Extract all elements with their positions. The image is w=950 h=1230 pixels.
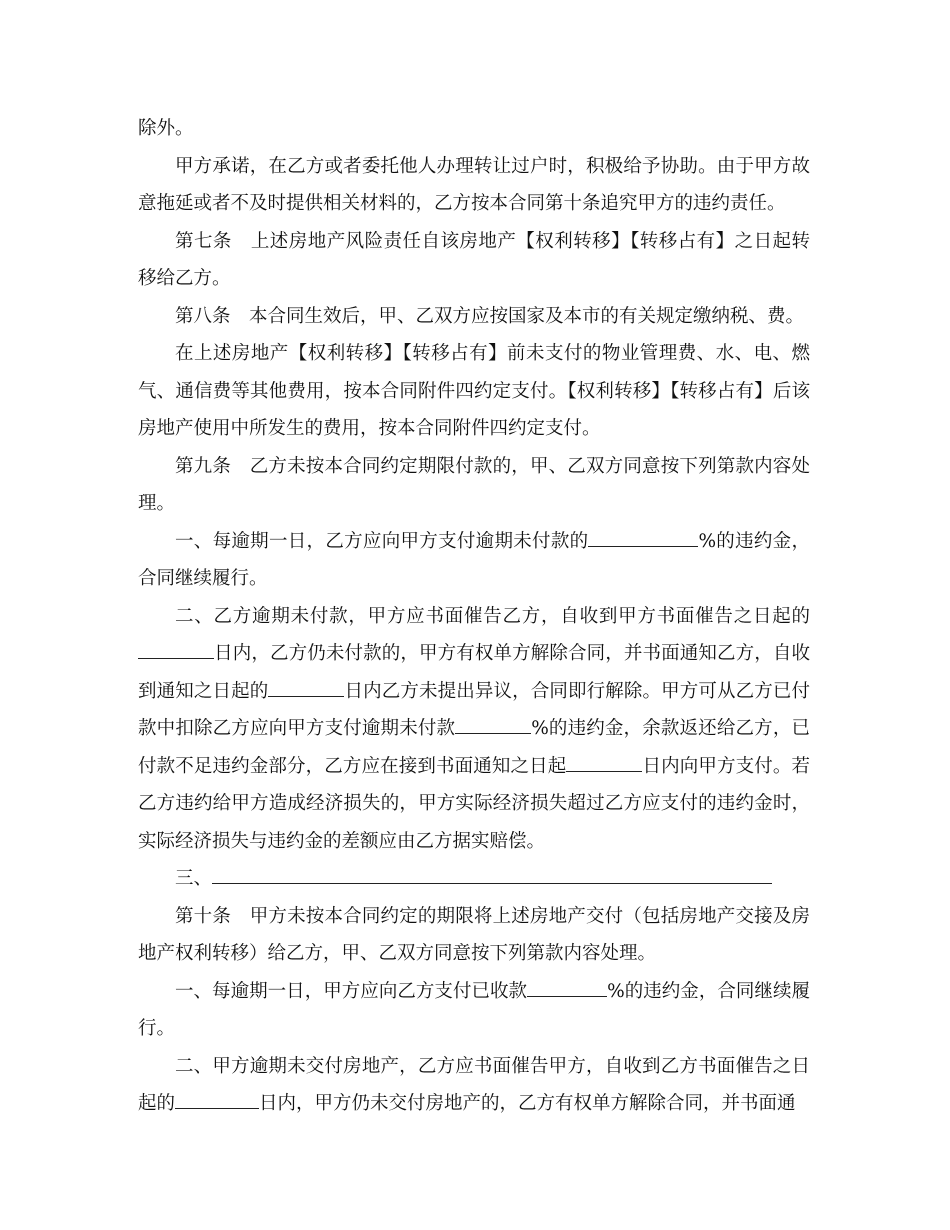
fill-blank[interactable] <box>212 865 772 884</box>
clause-9-item-1 <box>138 523 810 598</box>
paragraph-party-a-promise <box>138 148 810 223</box>
paragraph-text: 一、每逾期一日，甲方应向乙方支付已收款 <box>175 980 528 1002</box>
paragraph-text: 第十条 甲方未按本合同约定的期限将上述房地产交付（包括房地产交接及房地产权利转移）给乙方，甲、乙双方同意按下列第款内容处理。 <box>138 905 810 964</box>
fill-blank[interactable] <box>175 1090 259 1109</box>
paragraph-text: 三、 <box>175 868 213 889</box>
paragraph-text: %的违约金，合同继续履行。 <box>138 980 810 1039</box>
clause-9 <box>138 448 810 523</box>
paragraph-text: %的违约金，余款返还给乙方，已付款不足违约金部分，乙方应在接到书面通知之日起 <box>138 718 810 777</box>
fill-blank[interactable] <box>455 715 531 734</box>
fill-blank[interactable] <box>588 528 698 547</box>
clause-10 <box>138 898 810 973</box>
paragraph-text: 甲方承诺，在乙方或者委托他人办理转让过户时，积极给予协助。由于甲方故意拖延或者不及时提供相关材料的，乙方按本合同第十条追究甲方的违约责任。 <box>138 155 810 214</box>
paragraph-text: 日内，乙方仍未付款的，甲方有权单方解除合同，并书面通知乙方，自收到通知之日起的 <box>138 643 810 702</box>
paragraph-text: 日内乙方未提出异议，合同即行解除。甲方可从乙方已付款中扣除乙方应向甲方支付逾期未付款 <box>138 680 810 739</box>
clause-8 <box>138 298 810 336</box>
paragraph-text: 在上述房地产【权利转移】【转移占有】前未支付的物业管理费、水、电、燃气、通信费等其他费用，按本合同附件四约定支付。【权利转移】【转移占有】后该房地产使用中所发生的费用，按本合同附件四约定支付。 <box>138 343 810 439</box>
fill-blank[interactable] <box>527 978 607 997</box>
clause-7 <box>138 223 810 298</box>
paragraph-text: 日内，甲方仍未交付房地产的，乙方有权单方解除合同，并书面通 <box>259 1093 796 1114</box>
clause-9-item-3 <box>138 860 810 898</box>
paragraph-text: 第八条 本合同生效后，甲、乙双方应按国家及本市的有关规定缴纳税、费。 <box>175 305 805 327</box>
clause-10-item-1 <box>138 973 810 1048</box>
paragraph-text: 第七条 上述房地产风险责任自该房地产【权利转移】【转移占有】之日起转移给乙方。 <box>138 230 810 289</box>
paragraph-text: 第九条 乙方未按本合同约定期限付款的，甲、乙双方同意按下列第款内容处理。 <box>138 455 810 514</box>
paragraph-text: 二、乙方逾期未付款，甲方应书面催告乙方，自收到甲方书面催告之日起的 <box>175 605 810 627</box>
paragraph-text: %的违约金，合同继续履行。 <box>138 530 810 589</box>
fill-blank[interactable] <box>566 753 642 772</box>
paragraph-text: 日内向甲方支付。若乙方违约给甲方造成经济损失的，甲方实际经济损失超过乙方应支付的违约金时，实际经济损失与违约金的差额应由乙方据实赔偿。 <box>138 755 810 852</box>
document-body <box>138 110 810 1123</box>
clause-10-item-2 <box>138 1048 810 1123</box>
paragraph-text: 一、每逾期一日，乙方应向甲方支付逾期未付款的 <box>175 530 589 552</box>
paragraph-text: 除外。 <box>138 118 194 139</box>
clause-9-item-2 <box>138 598 810 861</box>
paragraph-fees <box>138 335 810 448</box>
fill-blank[interactable] <box>268 678 344 697</box>
paragraph-exception <box>138 110 810 148</box>
fill-blank[interactable] <box>138 640 214 659</box>
paragraph-text: 二、甲方逾期未交付房地产，乙方应书面催告甲方，自收到乙方书面催告之日起的 <box>138 1055 810 1114</box>
